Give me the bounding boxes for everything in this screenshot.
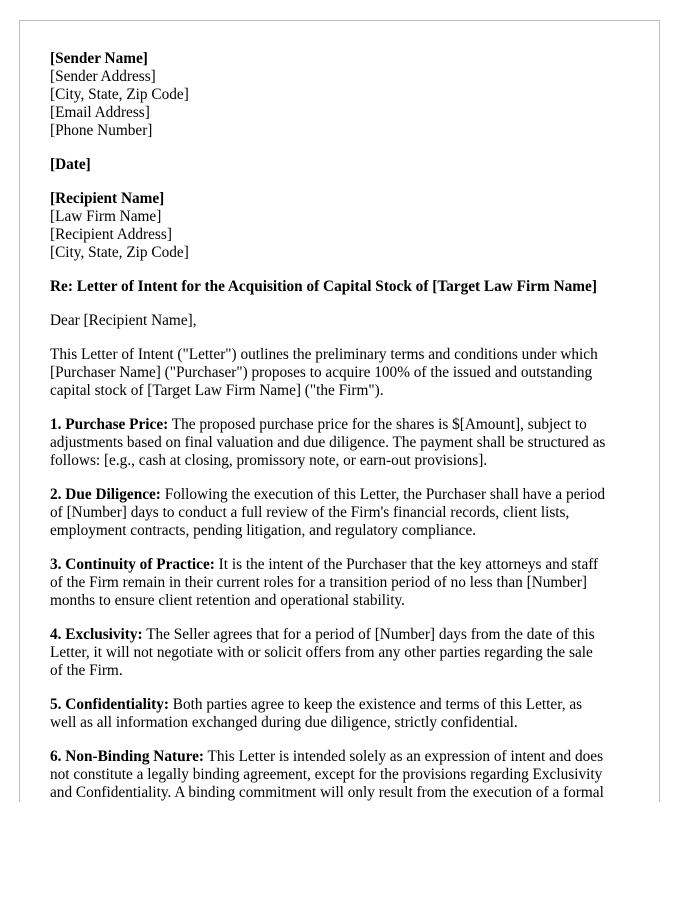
sender-block: [50, 50, 635, 140]
section-line: adjustments based on final valuation and due diligence. The payment shall be structured as: [50, 434, 606, 451]
section-non-binding: [50, 748, 635, 802]
section-confidentiality: [50, 696, 635, 732]
section-exclusivity: [50, 626, 635, 680]
intro-line: capital stock of [Target Law Firm Name] ("the Firm").: [50, 382, 384, 399]
letter-date: [Date]: [50, 156, 91, 173]
subject-line: Re: Letter of Intent for the Acquisition of Capital Stock of [Target Law Firm Name]: [50, 278, 597, 295]
recipient-city: [City, State, Zip Code]: [50, 244, 189, 261]
recipient-name: [Recipient Name]: [50, 190, 165, 207]
section-line: of the Firm remain in their current roles for a transition period of no less than [Number]: [50, 574, 587, 591]
section-line: Letter, it will not negotiate with or solicit offers from any other parties regarding the sale: [50, 644, 593, 661]
section-title: 3. Continuity of Practice:: [50, 556, 215, 573]
recipient-address: [Recipient Address]: [50, 226, 172, 243]
section-purchase-price: [50, 416, 635, 470]
section-line: and Confidentiality. A binding commitment will only result from the execution of a formal: [50, 784, 604, 801]
section-first-line: [50, 626, 635, 644]
section-first-line: [50, 748, 635, 766]
section-title: 2. Due Diligence:: [50, 486, 161, 503]
section-first-line: [50, 486, 635, 504]
intro-line: [Purchaser Name] ("Purchaser") proposes to acquire 100% of the issued and outstanding: [50, 364, 593, 381]
letter-content: [50, 50, 635, 802]
section-line: follows: [e.g., cash at closing, promissory note, or earn-out provisions].: [50, 452, 488, 469]
section-text: Following the execution of this Letter, the Purchaser shall have a period: [160, 486, 606, 503]
section-due-diligence: [50, 486, 635, 540]
section-first-line: [50, 696, 635, 714]
section-line: well as all information exchanged during due diligence, strictly confidential.: [50, 714, 518, 731]
letter-page: [19, 20, 660, 802]
recipient-block: [50, 190, 635, 262]
sender-email: [Email Address]: [50, 104, 150, 121]
section-line: not constitute a legally binding agreement, except for the provisions regarding Exclusivity: [50, 766, 603, 783]
section-continuity: [50, 556, 635, 610]
sender-name: [Sender Name]: [50, 50, 148, 67]
section-line: employment contracts, pending litigation, and regulatory compliance.: [50, 522, 477, 539]
intro-paragraph: [50, 346, 635, 400]
section-first-line: [50, 556, 635, 574]
section-text: The proposed purchase price for the shares is $[Amount], subject to: [168, 416, 587, 433]
sender-address: [Sender Address]: [50, 68, 156, 85]
section-title: 5. Confidentiality:: [50, 696, 169, 713]
subject-block: [50, 278, 635, 296]
salutation: Dear [Recipient Name],: [50, 312, 197, 329]
section-title: 1. Purchase Price:: [50, 416, 169, 433]
section-line: of the Firm.: [50, 662, 123, 679]
date-block: [50, 156, 635, 174]
recipient-firm: [Law Firm Name]: [50, 208, 162, 225]
section-text: The Seller agrees that for a period of [Number] days from the date of this: [142, 626, 595, 643]
section-line: of [Number] days to conduct a full review of the Firm's financial records, client lists,: [50, 504, 570, 521]
sender-phone: [Phone Number]: [50, 122, 153, 139]
section-first-line: [50, 416, 635, 434]
section-text: This Letter is intended solely as an expression of intent and does: [204, 748, 604, 765]
intro-line: This Letter of Intent ("Letter") outlines the preliminary terms and conditions under which: [50, 346, 598, 363]
section-text: It is the intent of the Purchaser that the key attorneys and staff: [214, 556, 599, 573]
sender-city: [City, State, Zip Code]: [50, 86, 189, 103]
section-title: 4. Exclusivity:: [50, 626, 143, 643]
section-line: months to ensure client retention and operational stability.: [50, 592, 405, 609]
section-text: Both parties agree to keep the existence and terms of this Letter, as: [168, 696, 583, 713]
section-title: 6. Non-Binding Nature:: [50, 748, 204, 765]
salutation-block: [50, 312, 635, 330]
